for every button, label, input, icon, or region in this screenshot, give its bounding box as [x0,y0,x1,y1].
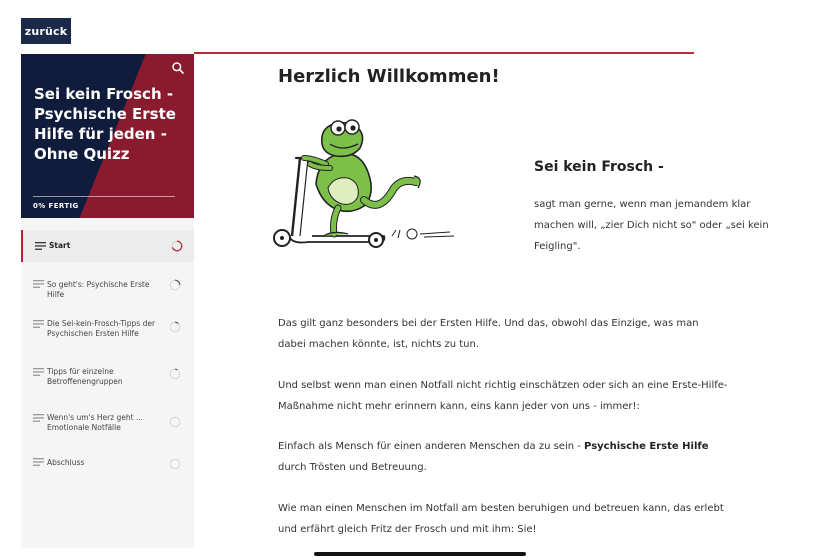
progress-ring-icon [169,321,181,333]
sidebar-header [21,54,194,218]
progress-ring-icon [169,458,181,470]
lines-icon [35,242,46,250]
paragraph-3 [278,437,728,478]
progress-bar [33,196,175,197]
progress-label: 0% FERTIG [33,202,79,210]
nav-item-label: Abschluss [47,458,85,467]
progress-ring-icon [169,279,181,291]
lines-icon [33,320,44,328]
lines-icon [33,414,44,422]
course-title: Sei kein Frosch - Psychische Erste Hilfe für jeden - Ohne Quizz [34,85,176,163]
page-title: Herzlich Willkommen! [278,66,500,87]
paragraph-3-text: Einfach als Mensch für einen anderen Menschen da zu sein - [278,441,585,452]
back-button[interactable]: zurück [21,18,71,44]
progress-ring-icon [169,368,181,380]
nav-item-emotionale-notfaelle[interactable] [21,404,194,444]
progress-ring-icon [171,240,183,252]
nav-item-so-gehts[interactable] [21,268,194,304]
nav-item-betroffenengruppen[interactable] [21,358,194,398]
progress-ring-icon [169,416,181,428]
paragraph-3-emphasis: Psychische Erste Hilfe [584,441,709,452]
nav-item-label: Die Sei-kein-Frosch-Tipps der Psychischen Ersten Hilfe [47,319,156,338]
home-indicator[interactable] [314,552,526,556]
frog-text: sagt man gerne, wenn man jemandem klar machen will, „zier Dich nicht so" oder „sei kein Feigling". [534,199,769,252]
nav-item-label: So geht's: Psychische Erste Hilfe [47,280,150,299]
nav-item-start[interactable] [21,230,194,262]
nav-item-label: Start [49,241,71,250]
nav-item-label: Tipps für einzelne Betroffenengruppen [47,367,123,386]
paragraph-3-text-end: durch Trösten und Betreuung. [278,461,427,473]
search-icon[interactable] [171,61,185,75]
frog-on-scooter-illustration [268,114,464,254]
paragraph-2: Und selbst wenn man einen Notfall nicht richtig einschätzen oder sich an eine Erste-Hilfe-Maßnahme nicht mehr erinnern kann, eins kann jeder von uns - immer!: [278,380,728,412]
lines-icon [33,280,44,288]
course-sidebar [21,54,194,548]
lines-icon [33,368,44,376]
lines-icon [33,458,44,466]
nav-item-abschluss[interactable] [21,450,194,480]
nav-item-tipps[interactable] [21,310,194,350]
paragraph-1: Das gilt ganz besonders bei der Ersten Hilfe. Und das, obwohl das Einzige, was man dabei machen könnte, ist, nichts zu tun. [278,318,699,350]
paragraph-4: Wie man einen Menschen im Notfall am besten beruhigen und betreuen kann, das erlebt und erfährt gleich Fritz der Frosch und mit ihm: Sie! [278,503,724,535]
frog-title: Sei kein Frosch - [534,159,664,175]
lesson-content [194,54,840,560]
nav-item-label: Wenn's um's Herz geht ... Emotionale Notfälle [47,413,144,432]
